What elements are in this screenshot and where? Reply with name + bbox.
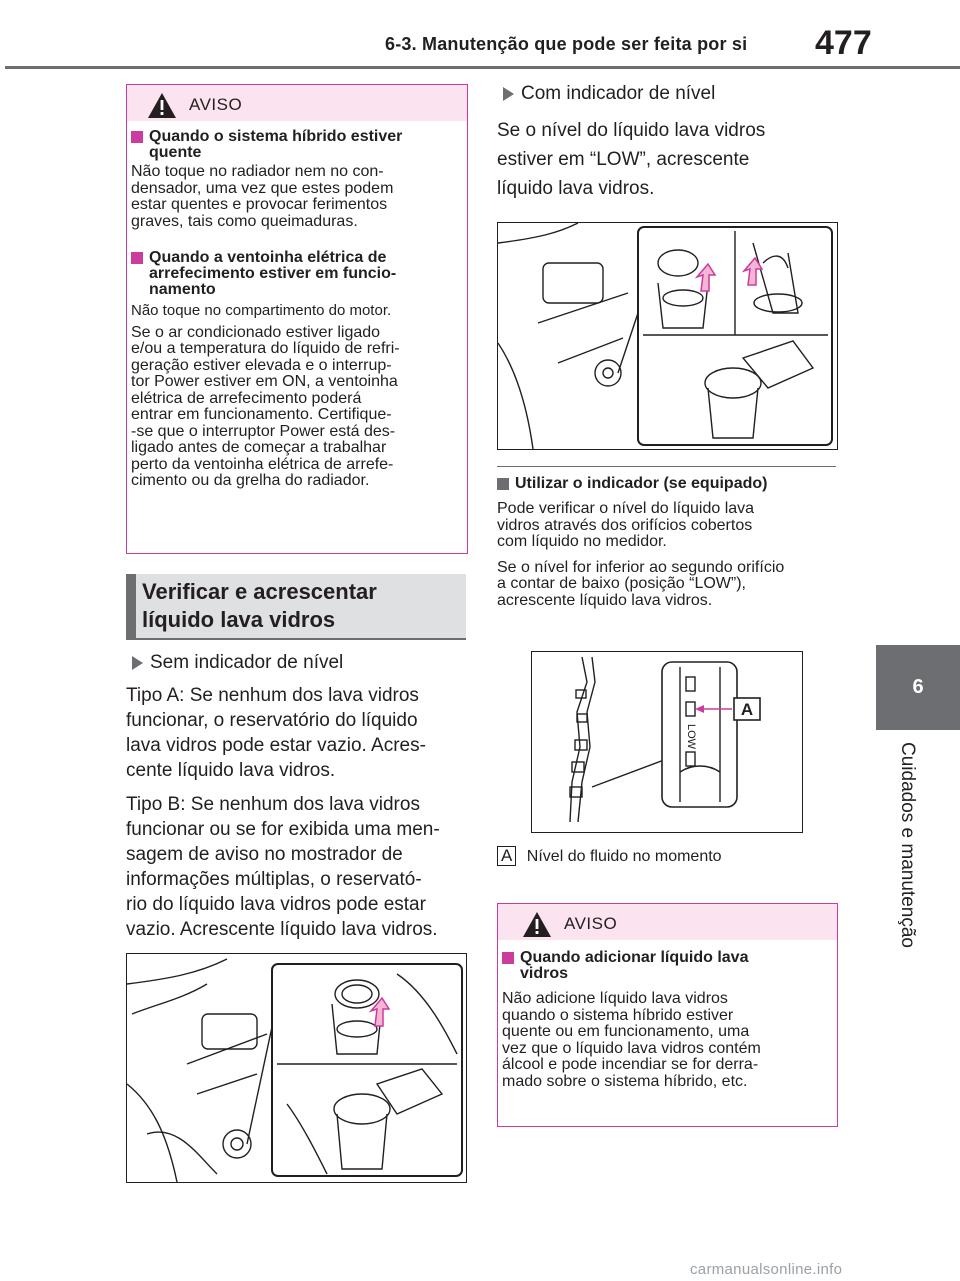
section-title-text: Verificar e acrescentar líquido lava vidros (142, 579, 377, 632)
low-mark-label: LOW (685, 724, 697, 750)
warning-text: Se o ar condicionado estiver ligado e/ou a temperatura do líquido de refri- geração estiver elevada e o interrup- tor Power estiver em ON, a ventoinha elétrica de arrefecimento poderá entrar em funcionamento. Certifique- -se que o interruptor Power está des- ligado antes de começar a trabalhar perto da ventoinha elétrica de arrefe- cimento ou da grelha do radiador. (131, 323, 400, 489)
warning-text: Não toque no compartimento do motor. (131, 302, 392, 319)
dipstick-diagram (532, 652, 802, 832)
caption-label: A (497, 846, 516, 866)
figure-caption (497, 846, 722, 866)
with-indicator-text: Se o nível do líquido lava vidros estiver em “LOW”, acrescente líquido lava vidros. (497, 120, 766, 199)
indicator-text: Se o nível for inferior ao segundo orifício a contar de baixo (posição “LOW”), acrescente líquido lava vidros. (497, 558, 785, 609)
warning-text: Não toque no radiador nem no con- densador, uma vez que estes podem estar quentes e provocar ferimentos graves, tais como queimaduras. (131, 163, 394, 230)
warning-title: AVISO (189, 95, 243, 114)
warning-text: Não adicione líquido lava vidros quando o sistema híbrido estiver quente ou em funcionamento, uma vez que o líquido lava vidros contém álcool e pode incendiar se for derra- mado sobre o sistema híbrido, etc. (502, 990, 761, 1090)
reservoir-illustration (127, 954, 466, 1182)
caption-text: Nível do fluido no momento (526, 848, 722, 865)
section-bar (126, 574, 136, 638)
callout-a-label: A (740, 700, 754, 719)
warning-box-adding-fluid (497, 903, 838, 1127)
divider (497, 466, 836, 467)
chapter-tab[interactable]: 6 (876, 645, 960, 730)
watermark: carmanualsonline.info (690, 1261, 843, 1278)
section-title: 6-3. Manutenção que pode ser feita por si (385, 34, 748, 54)
page-number: 477 (815, 24, 872, 62)
indicator-text: Pode verificar o nível do líquido lava vidros através dos orifícios cobertos com líquido no medidor. (497, 500, 755, 550)
engine-bay-level-illustration (497, 222, 838, 450)
bullet-with-indicator: Com indicador de nível (497, 83, 842, 105)
indicator-subheading: Utilizar o indicador (se equipado) (497, 476, 842, 492)
type-a-text: Tipo A: Se nenhum dos lava vidros funcionar, o reservatório do líquido lava vidros pode estar vazio. Acres- cente líquido lava vidros. (126, 685, 426, 781)
warning-subheading: Quando a ventoinha elétrica de arrefecimento estiver em funcio- namento (131, 250, 461, 298)
header-divider (5, 66, 960, 69)
warning-subheading: Quando adicionar líquido lava vidros (502, 950, 832, 982)
reservoir-fill-illustration (498, 223, 837, 449)
level-gauge-illustration (531, 651, 803, 833)
bullet-no-indicator: Sem indicador de nível (126, 652, 471, 674)
warning-triangle-icon (147, 92, 177, 119)
type-b-text: Tipo B: Se nenhum dos lava vidros funcionar ou se for exibida uma men- sagem de aviso no mostrador de informações múltiplas, o reservató- rio do líquido lava vidros pode estar vazio. Acrescente líquido lava vidros. (126, 794, 440, 940)
warning-header (498, 904, 837, 940)
warning-title: AVISO (564, 914, 618, 933)
warning-header (127, 85, 467, 121)
warning-triangle-icon (522, 911, 552, 938)
warning-subheading: Quando o sistema híbrido estiver quente (131, 129, 461, 161)
warning-box-hybrid-hot (126, 84, 468, 554)
section-heading (126, 574, 466, 640)
engine-bay-illustration (126, 953, 467, 1183)
